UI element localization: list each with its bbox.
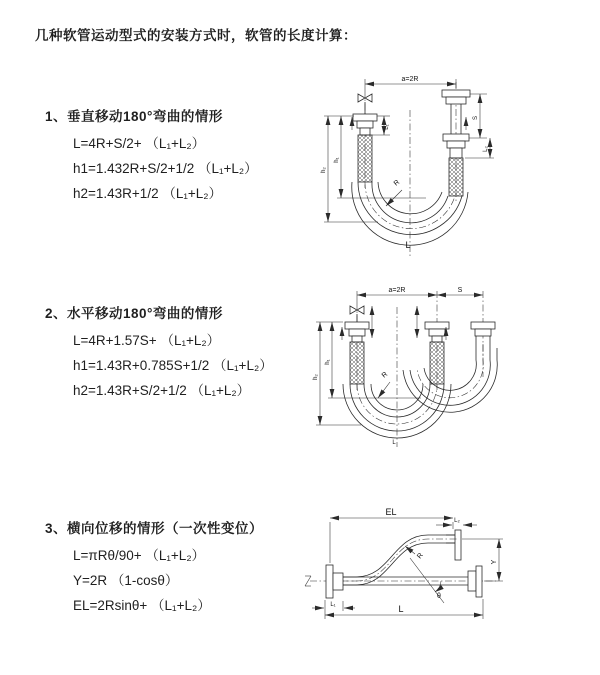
- dimension-h1: [334, 116, 426, 198]
- left-flange: [326, 565, 343, 598]
- hose-s-curve: [329, 535, 458, 585]
- dim-label-l1: L₁: [384, 124, 390, 130]
- dim-label-a2r: a=2R: [388, 287, 406, 294]
- section-3-heading: 3、横向位移的情形（一次性变位）: [45, 521, 264, 536]
- dimension-s: [437, 287, 483, 295]
- middle-pipe-assembly: [425, 322, 449, 384]
- dimension-l2: [436, 518, 477, 525]
- hose-u-bend-position-2: [403, 344, 497, 412]
- dimension-h1: [325, 322, 421, 398]
- dimension-l: [325, 599, 483, 619]
- section-1-heading: 1、垂直移动180°弯曲的情形: [45, 109, 223, 124]
- original-position-pipe: [343, 566, 482, 597]
- dim-label-l: L: [398, 604, 404, 614]
- formula-h1: h1=1.432R+S/2+1/2 （L₁+L₂）: [73, 161, 258, 176]
- dim-label-h2: h₂: [313, 374, 319, 380]
- dim-label-l: L: [392, 440, 396, 446]
- section-lateral-displacement: [45, 521, 315, 624]
- section-horizontal-180: [45, 306, 315, 409]
- displaced-end-flange: [446, 530, 461, 560]
- dim-label-l1: L₁: [330, 602, 336, 608]
- formula-l: L=πRθ/90+ （L₁+L₂）: [73, 548, 206, 563]
- small-reference-dims: [372, 306, 417, 338]
- left-pipe-assembly: [353, 114, 377, 182]
- diagram-horizontal-180-bend: [306, 282, 600, 458]
- diagram-vertical-180-bend: [308, 70, 600, 262]
- dim-label-theta: θ: [437, 593, 441, 600]
- dim-label-r: R: [380, 370, 390, 380]
- dim-label-r: R: [416, 551, 425, 561]
- dim-label-a2r: a=2R: [401, 76, 419, 83]
- dim-label-y: Y: [491, 559, 498, 565]
- dim-label-l: L: [405, 240, 411, 250]
- dim-label-h1: h₁: [334, 157, 340, 163]
- formula-h1: h1=1.43R+0.785S+1/2 （L₁+L₂）: [73, 358, 273, 373]
- section-2-heading: 2、水平移动180°弯曲的情形: [45, 306, 223, 321]
- radius-callout: [405, 546, 425, 560]
- centerlines: [365, 82, 456, 256]
- dim-label-h1: h₁: [325, 359, 331, 365]
- radius-callout: [386, 179, 402, 206]
- dim-label-l2: L₂: [483, 146, 489, 152]
- dimension-a2r: [365, 76, 456, 90]
- formula-h2: h2=1.43R+S/2+1/2 （L₁+L₂）: [73, 383, 251, 398]
- dim-label-h2: h₂: [321, 167, 327, 173]
- formula-y: Y=2R （1-cosθ）: [73, 573, 179, 588]
- right-pipe-assembly: [471, 322, 495, 344]
- dim-label-s: S: [457, 287, 463, 294]
- centerlines: [357, 291, 483, 447]
- dim-label-s: S: [473, 115, 479, 121]
- dimension-a2r: [357, 287, 437, 302]
- dim-label-l2: L₂: [454, 518, 460, 524]
- dim-label-el: EL: [385, 507, 397, 517]
- angle-theta: [410, 558, 444, 603]
- left-pipe-assembly: [345, 322, 369, 384]
- diagram-lateral-displacement: [296, 503, 600, 638]
- dimension-l1: [312, 601, 355, 611]
- section-vertical-180: [45, 109, 315, 212]
- formula-l: L=4R+S/2+ （L₁+L₂）: [73, 136, 206, 151]
- formula-h2: h2=1.43R+1/2 （L₁+L₂）: [73, 186, 223, 201]
- formula-l: L=4R+1.57S+ （L₁+L₂）: [73, 333, 221, 348]
- dimension-s: [469, 94, 487, 138]
- formula-el: EL=2Rsinθ+ （L₁+L₂）: [73, 598, 211, 613]
- radius-callout: [378, 371, 390, 398]
- dim-label-r: R: [392, 178, 402, 188]
- page-title: 几种软管运动型式的安装方式时，软管的长度计算：: [35, 28, 357, 43]
